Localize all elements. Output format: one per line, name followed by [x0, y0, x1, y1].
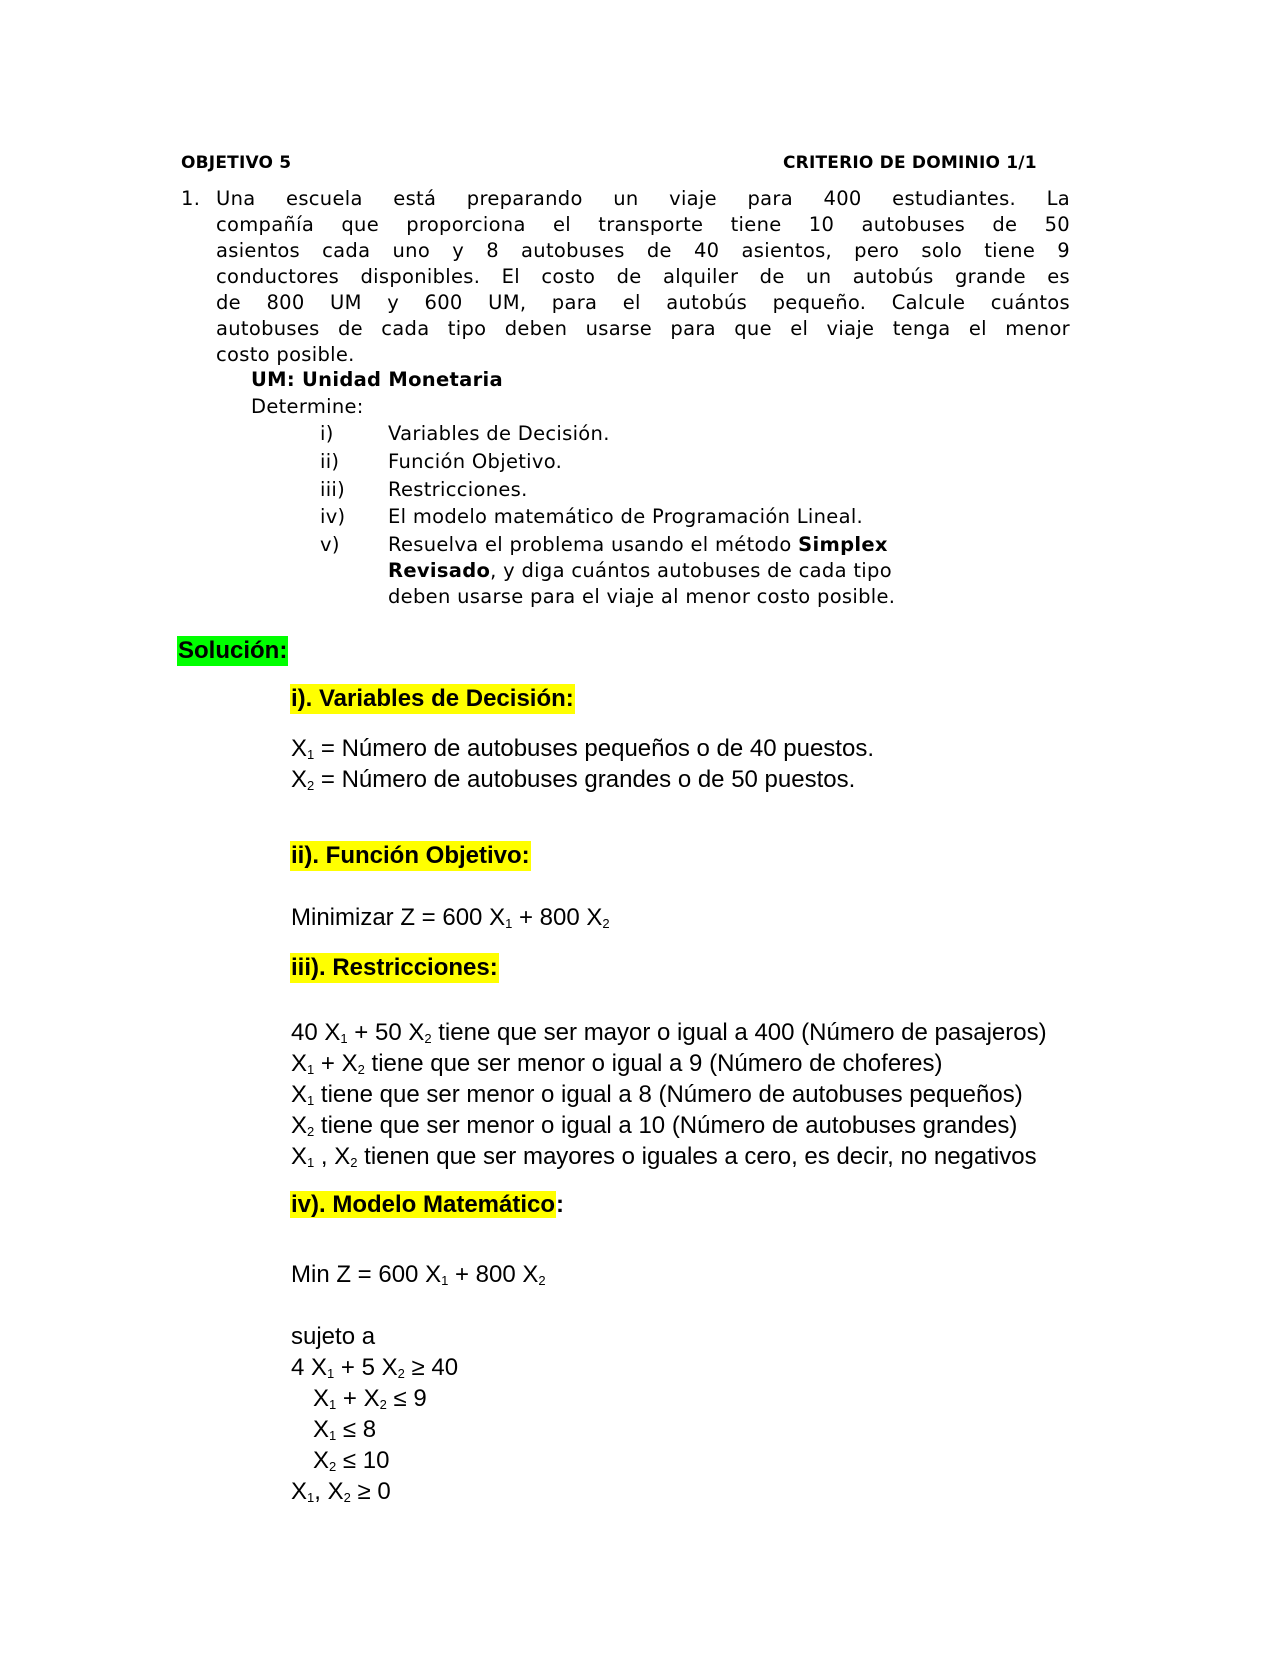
list-item-number: v)	[320, 533, 340, 556]
list-item-text: Resuelva el problema usando el método Simplex	[388, 533, 888, 556]
model-constraint: $X_1$, $X_2 \ge 0$	[291, 1478, 391, 1505]
determine-label: Determine:	[251, 395, 364, 418]
problem-number: 1.	[181, 187, 201, 210]
model-constraint: $X_2 \le 10$	[313, 1447, 390, 1474]
problem-line: compañía que proporciona el transporte tiene 10 autobuses de 50	[216, 213, 1070, 236]
objective-function: Minimizar Z = 600 $X_1 + 800$ $X_2$	[291, 904, 610, 931]
list-item-number: iv)	[320, 505, 346, 528]
list-item-number: ii)	[320, 450, 340, 473]
model-objective: Min Z = 600 $X_1 + 800$ $X_2$	[291, 1261, 546, 1288]
constraint-non-negativity: $X_1$ , $X_2$ tienen que ser mayores o iguales a cero, es decir, no negativos	[291, 1143, 1037, 1170]
criterion-label: CRITERIO DE DOMINIO 1/1	[783, 153, 1037, 173]
problem-line: de 800 UM y 600 UM, para el autobús pequeño. Calcule cuántos	[216, 291, 1070, 314]
list-item-number: i)	[320, 422, 334, 445]
model-constraint: $X_1 + X_2 \le 9$	[313, 1385, 427, 1412]
list-item-text: El modelo matemático de Programación Lineal.	[388, 505, 864, 528]
constraint-small-buses: $X_1$ tiene que ser menor o igual a 8 (Número de autobuses pequeños)	[291, 1081, 1023, 1108]
list-item-number: iii)	[320, 478, 346, 501]
x2-definition: $X_2$ = Número de autobuses grandes o de 50 puestos.	[291, 766, 856, 793]
list-item-text: Restricciones.	[388, 478, 528, 501]
model-constraint: 4 $X_1 + 5$ $X_2 \ge 40$	[291, 1354, 459, 1381]
constraint-passengers: 40 $X_1 + 50$ $X_2$ tiene que ser mayor o igual a 400 (Número de pasajeros)	[291, 1019, 1047, 1046]
list-item-text: Revisado, y diga cuántos autobuses de cada tipo	[388, 559, 892, 582]
problem-line: autobuses de cada tipo deben usarse para que el viaje tenga el menor	[216, 317, 1070, 340]
constraint-drivers: $X_1 + X_2$ tiene que ser menor o igual a 9 (Número de choferes)	[291, 1050, 943, 1077]
constraint-large-buses: $X_2$ tiene que ser menor o igual a 10 (Número de autobuses grandes)	[291, 1112, 1018, 1139]
list-item-text: deben usarse para el viaje al menor costo posible.	[388, 585, 896, 608]
list-item-text: Función Objetivo.	[388, 450, 563, 473]
section-heading-constraints: iii). Restricciones:	[291, 954, 498, 981]
um-note: UM: Unidad Monetaria	[251, 368, 503, 391]
section-heading-variables: i). Variables de Decisión:	[291, 685, 574, 712]
problem-line: Una escuela está preparando un viaje para 400 estudiantes. La	[216, 187, 1070, 210]
section-heading-objective: ii). Función Objetivo:	[291, 842, 530, 869]
solution-label: Solución:	[178, 637, 288, 664]
list-item-text: Variables de Decisión.	[388, 422, 610, 445]
section-heading-model: iv). Modelo Matemático:	[291, 1191, 565, 1218]
problem-line: costo posible.	[216, 343, 355, 366]
model-constraint: $X_1 \le 8$	[313, 1416, 377, 1443]
x1-definition: $X_1$ = Número de autobuses pequeños o de 40 puestos.	[291, 735, 874, 762]
problem-line: conductores disponibles. El costo de alquiler de un autobús grande es	[216, 265, 1070, 288]
subject-to: sujeto a	[291, 1323, 376, 1350]
problem-line: asientos cada uno y 8 autobuses de 40 asientos, pero solo tiene 9	[216, 239, 1070, 262]
objective-label: OBJETIVO 5	[181, 153, 292, 173]
